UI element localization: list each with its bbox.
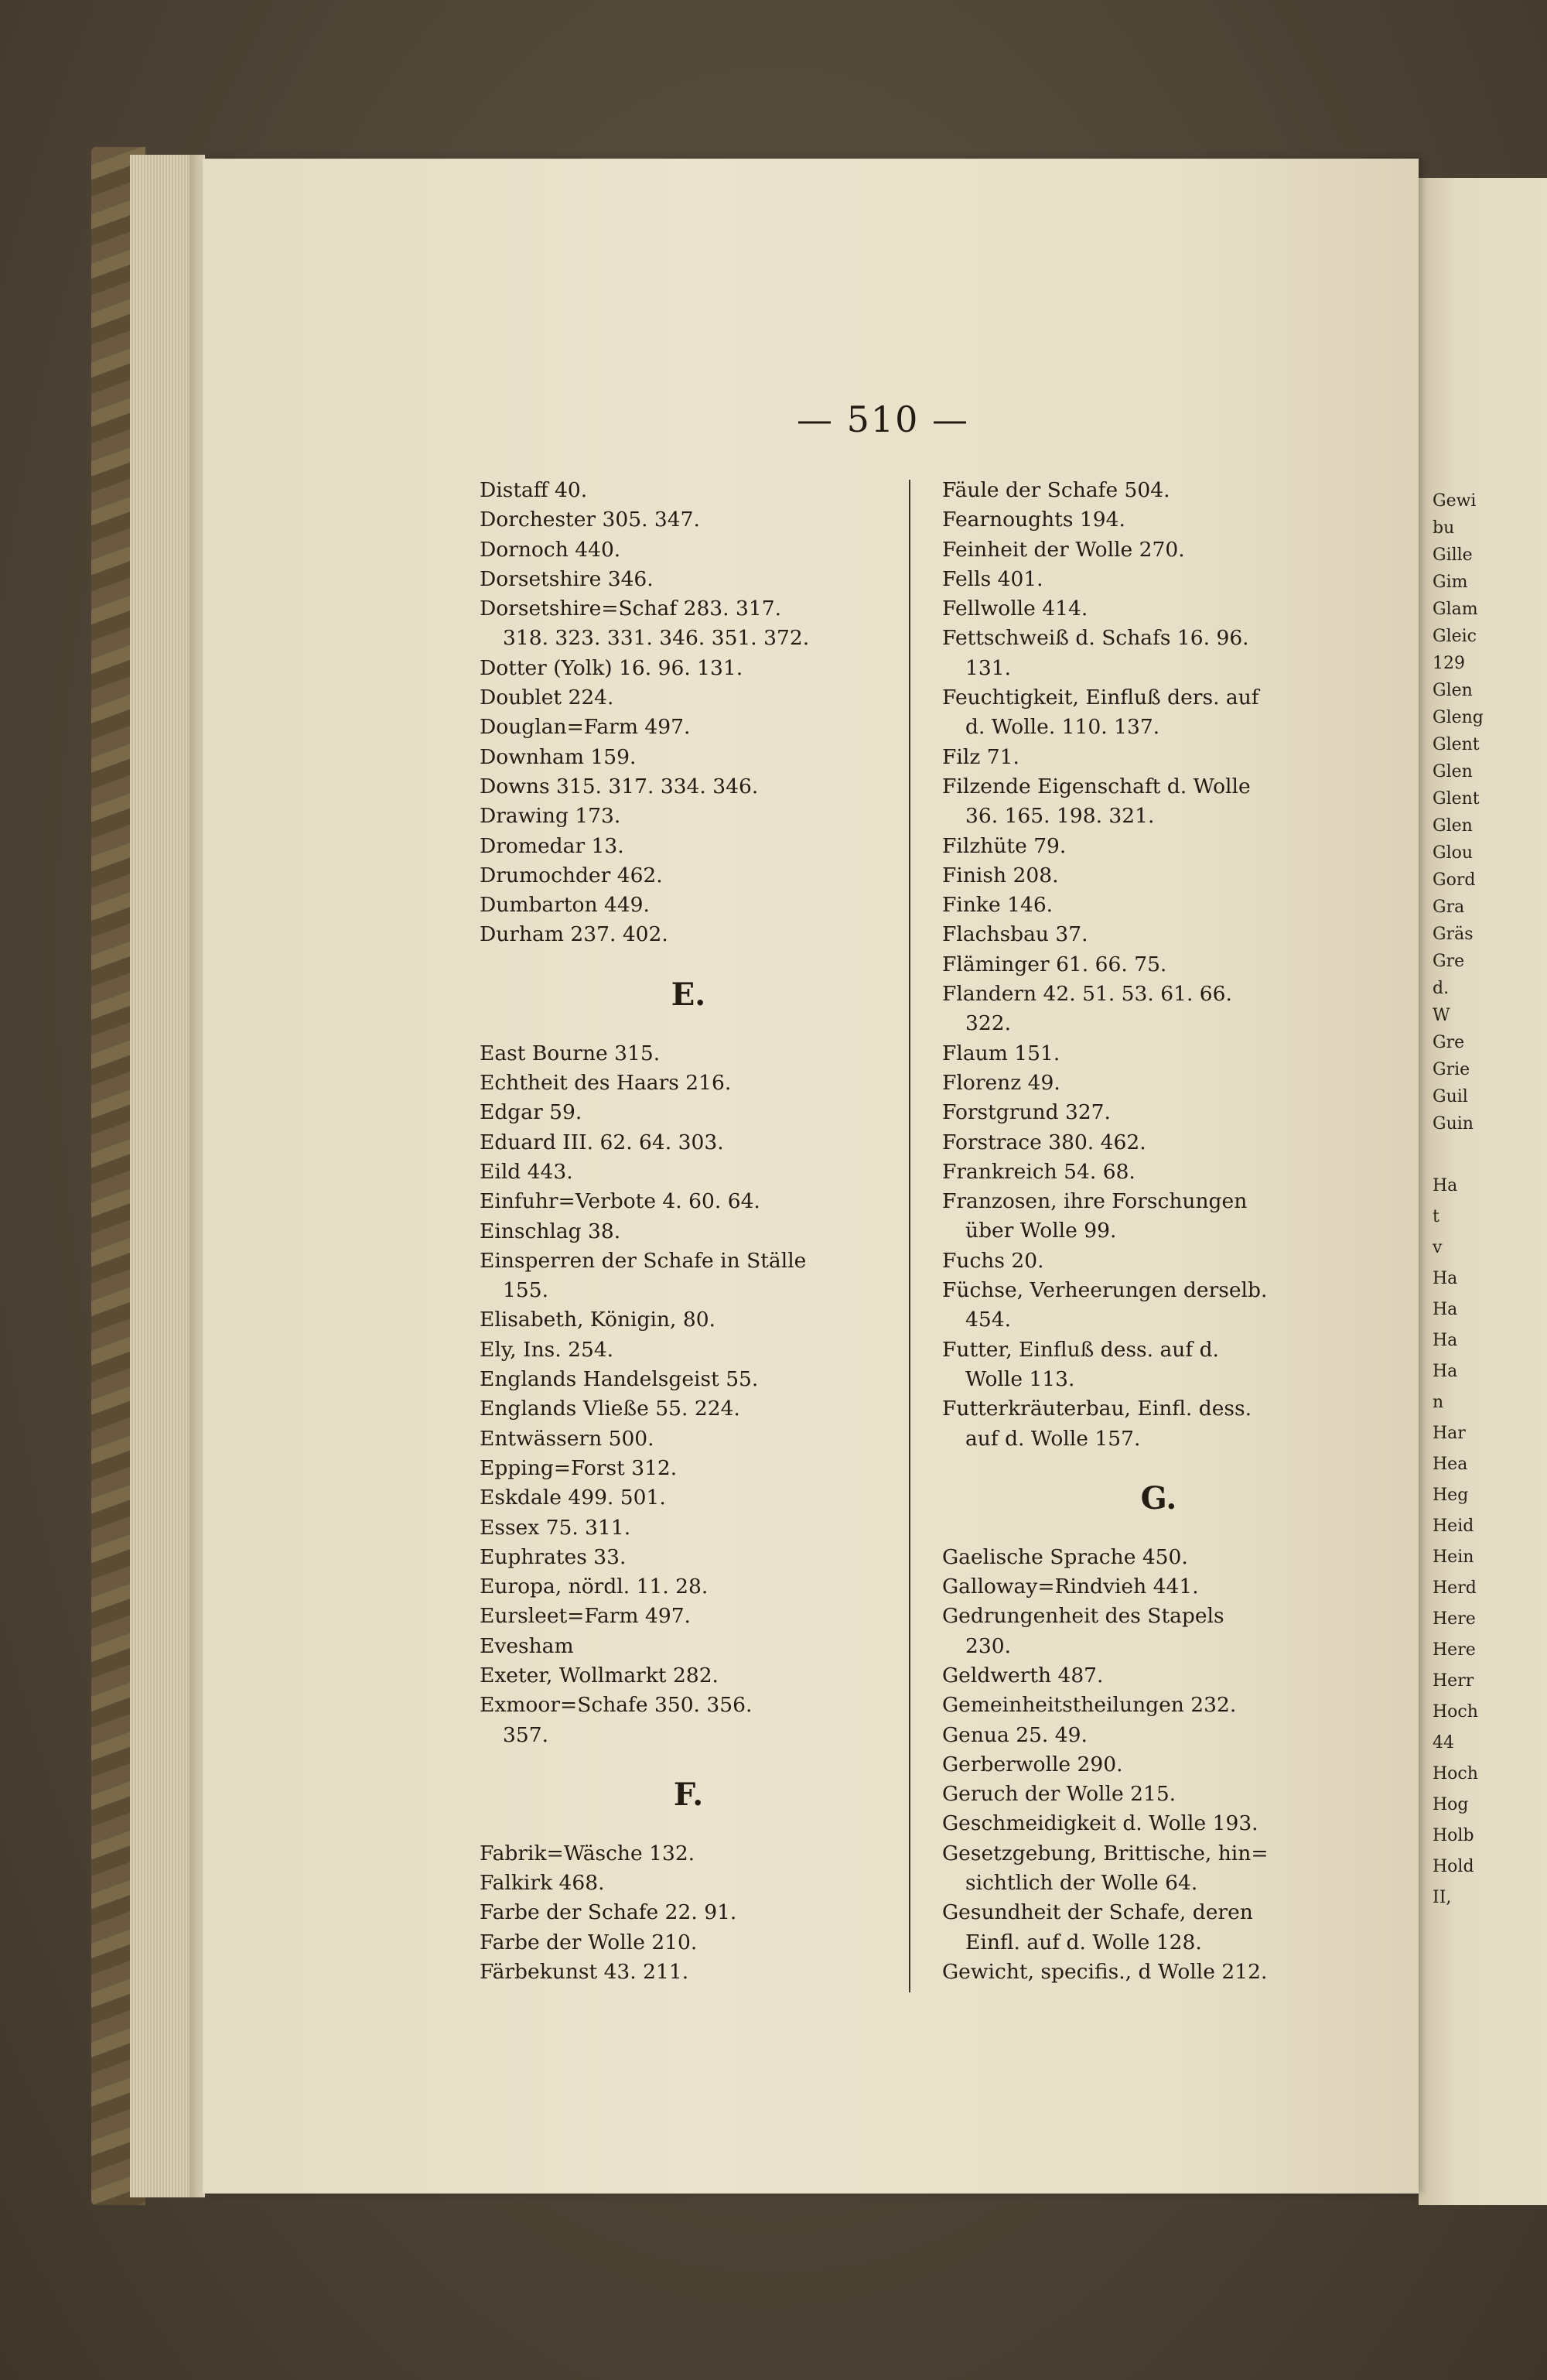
next-page-fragment: Hea [1433,1455,1468,1474]
next-page-fragment: 44 [1433,1733,1454,1753]
next-page-fragment: bu [1433,518,1455,538]
index-entry: Feuchtigkeit, Einfluß ders. auf [942,686,1259,710]
index-entry: Geschmeidigkeit d. Wolle 193. [942,1811,1258,1836]
section-heading: E. [671,976,706,1013]
next-page-fragment: Hog [1433,1795,1469,1814]
next-page-fragment: Herd [1433,1578,1477,1598]
next-page-fragment: Gleic [1433,627,1477,646]
index-entry-continuation: über Wolle 99. [965,1219,1117,1243]
next-page-fragment: Ha [1433,1269,1458,1288]
index-entry-continuation: 318. 323. 331. 346. 351. 372. [503,626,810,651]
index-entry: Florenz 49. [942,1070,1060,1095]
index-entry: Gaelische Sprache 450. [942,1544,1188,1569]
next-page-fragment: Glam [1433,600,1478,619]
index-entry: Franzosen, ihre Forschungen [942,1189,1248,1214]
next-page-fragment: Glent [1433,789,1480,809]
next-page-fragment: Gräs [1433,925,1474,944]
index-entry: Farbe der Wolle 210. [480,1930,698,1954]
page-number: — 510 — [797,398,970,440]
index-entry: Forstgrund 327. [942,1100,1111,1125]
index-entry: Ely, Ins. 254. [480,1337,614,1362]
index-entry: Dromedar 13. [480,833,624,858]
index-entry: Einsperren der Schafe in Ställe [480,1248,807,1273]
index-entry-continuation: auf d. Wolle 157. [965,1426,1141,1451]
index-entry: Einschlag 38. [480,1219,621,1243]
index-entry: Gesetzgebung, Brittische, hin= [942,1841,1269,1865]
next-page-fragment: v [1433,1238,1443,1257]
index-entry: Entwässern 500. [480,1426,654,1451]
next-page-fragment: 129 [1433,654,1465,673]
next-page-fragment: Gim [1433,573,1468,592]
index-entry: Fellwolle 414. [942,597,1088,621]
next-page-fragment: II, [1433,1888,1452,1907]
next-page-fragment: t [1433,1207,1439,1226]
index-entry: Gedrungenheit des Stapels [942,1604,1224,1629]
index-entry: Europa, nördl. 11. 28. [480,1575,709,1599]
index-entry-continuation: 131. [965,655,1012,680]
index-entry: Exeter, Wollmarkt 282. [480,1663,719,1688]
index-entry: Dorchester 305. 347. [480,508,700,532]
index-entry: Drawing 173. [480,804,621,829]
index-column-right [942,476,1375,1987]
next-page-fragment: Hold [1433,1857,1474,1876]
index-entry: Futter, Einfluß dess. auf d. [942,1337,1219,1362]
index-entry-continuation: d. Wolle. 110. 137. [965,715,1160,740]
next-page-fragment: Grie [1433,1060,1470,1079]
next-page-fragment: Hoch [1433,1764,1478,1783]
index-entry-continuation: 155. [503,1278,549,1303]
next-page-fragment: Hoch [1433,1702,1478,1722]
next-page-fragment: Glen [1433,762,1473,781]
index-entry: Dumbarton 449. [480,893,650,918]
index-entry: Exmoor=Schafe 350. 356. [480,1693,753,1718]
index-entry: Frankreich 54. 68. [942,1159,1135,1184]
next-page-fragment: n [1433,1393,1444,1412]
index-entry: Euphrates 33. [480,1544,627,1569]
index-entry: Gemeinheitstheilungen 232. [942,1693,1237,1718]
index-column-left [480,476,897,1987]
next-page-fragment: Ha [1433,1331,1458,1350]
index-entry: Fettschweiß d. Schafs 16. 96. [942,626,1249,651]
index-entry: Elisabeth, Königin, 80. [480,1308,715,1332]
page-edges [130,155,192,2197]
index-entry-continuation: sichtlich der Wolle 64. [965,1871,1198,1896]
next-page-fragment: Gre [1433,1033,1465,1052]
index-entry: Gesundheit der Schafe, deren [942,1900,1253,1925]
index-entry-continuation: 357. [503,1722,549,1747]
next-page-fragment: Heid [1433,1517,1474,1536]
next-page-edge [1419,178,1547,2205]
index-entry: Flachsbau 37. [942,922,1088,947]
index-entry: Gewicht, specifis., d Wolle 212. [942,1959,1268,1984]
next-page-fragment: W [1433,1006,1450,1025]
index-entry: Fuchs 20. [942,1248,1044,1273]
column-divider [909,480,910,1992]
index-entry: Essex 75. 311. [480,1515,631,1540]
index-entry: Dorsetshire 346. [480,566,654,591]
index-entry: Falkirk 468. [480,1871,605,1896]
index-entry: Fäule der Schafe 504. [942,478,1170,502]
next-page-fragment: Har [1433,1424,1466,1443]
index-entry: Eduard III. 62. 64. 303. [480,1130,724,1154]
next-page-fragment: Gre [1433,952,1465,971]
index-entry: Fabrik=Wäsche 132. [480,1841,695,1865]
next-page-fragment: Guil [1433,1087,1468,1106]
index-entry-continuation: Einfl. auf d. Wolle 128. [965,1930,1202,1954]
index-entry: Färbekunst 43. 211. [480,1960,689,1985]
next-page-fragment: Gord [1433,870,1476,890]
next-page-fragment: Gewi [1433,491,1477,511]
index-entry: Geruch der Wolle 215. [942,1782,1176,1807]
index-entry: Flandern 42. 51. 53. 61. 66. [942,982,1232,1007]
next-page-fragment: d. [1433,979,1450,998]
index-entry: Filzhüte 79. [942,833,1067,858]
index-entry: East Bourne 315. [480,1041,661,1065]
index-entry: Genua 25. 49. [942,1722,1088,1747]
next-page-fragment: Glou [1433,843,1474,863]
section-heading: G. [1140,1479,1177,1517]
index-entry: Durham 237. 402. [480,922,668,947]
next-page-fragment: Gra [1433,898,1465,917]
index-entry-continuation: 230. [965,1633,1012,1658]
index-entry: Eild 443. [480,1159,573,1184]
index-entry: Geldwerth 487. [942,1663,1104,1688]
index-entry: Downham 159. [480,744,637,769]
index-entry-continuation: 36. 165. 198. 321. [965,804,1155,829]
next-page-fragment: Holb [1433,1826,1474,1845]
next-page-fragment: Hein [1433,1547,1474,1567]
next-page-fragment: Here [1433,1609,1476,1629]
index-entry: Distaff 40. [480,478,588,502]
next-page-fragment: Heg [1433,1486,1469,1505]
index-entry: Downs 315. 317. 334. 346. [480,774,759,798]
index-entry: Douglan=Farm 497. [480,715,691,740]
next-page-fragment: Ha [1433,1300,1458,1319]
index-entry: Feinheit der Wolle 270. [942,537,1185,562]
index-entry: Eursleet=Farm 497. [480,1604,691,1629]
next-page-fragment: Glen [1433,816,1473,836]
index-entry: Englands Vließe 55. 224. [480,1397,740,1421]
index-entry-continuation: Wolle 113. [965,1366,1075,1391]
index-entry: Dorsetshire=Schaf 283. 317. [480,597,782,621]
next-page-fragment: Herr [1433,1671,1474,1691]
index-entry: Echtheit des Haars 216. [480,1071,732,1096]
index-entry: Drumochder 462. [480,863,663,887]
index-entry: Filz 71. [942,744,1019,769]
index-entry: Futterkräuterbau, Einfl. dess. [942,1397,1252,1421]
index-entry: Einfuhr=Verbote 4. 60. 64. [480,1189,760,1214]
index-entry: Füchse, Verheerungen derselb. [942,1278,1268,1303]
index-entry: Dotter (Yolk) 16. 96. 131. [480,655,743,680]
next-page-fragment: Glen [1433,681,1473,700]
index-entry: Finish 208. [942,863,1059,887]
index-entry: Fläminger 61. 66. 75. [942,952,1167,976]
next-page-fragment: Ha [1433,1362,1458,1381]
index-entry: Edgar 59. [480,1100,582,1125]
index-entry: Galloway=Rindvieh 441. [942,1575,1199,1599]
index-entry: Farbe der Schafe 22. 91. [480,1900,737,1925]
section-heading: F. [673,1776,704,1813]
index-entry: Gerberwolle 290. [942,1752,1123,1776]
index-entry-continuation: 454. [965,1308,1012,1332]
next-page-fragment: Glent [1433,735,1480,754]
index-entry: Finke 146. [942,893,1054,918]
index-entry: Filzende Eigenschaft d. Wolle [942,774,1251,798]
index-entry: Epping=Forst 312. [480,1455,678,1480]
index-entry-continuation: 322. [965,1011,1012,1036]
index-entry: Flaum 151. [942,1041,1060,1065]
index-entry: Fells 401. [942,566,1043,591]
next-page-fragment: Here [1433,1640,1476,1660]
index-entry: Englands Handelsgeist 55. [480,1367,759,1392]
index-entry: Dornoch 440. [480,537,621,562]
next-page-fragment: Gleng [1433,708,1484,727]
next-page-fragment: Gille [1433,545,1473,565]
index-entry: Doublet 224. [480,686,614,710]
index-entry: Eskdale 499. 501. [480,1486,666,1510]
next-page-fragment: Ha [1433,1176,1458,1195]
index-entry: Forstrace 380. 462. [942,1130,1146,1154]
next-page-fragment: Guin [1433,1114,1474,1134]
index-entry: Fearnoughts 194. [942,508,1125,532]
index-entry: Evesham [480,1633,574,1658]
